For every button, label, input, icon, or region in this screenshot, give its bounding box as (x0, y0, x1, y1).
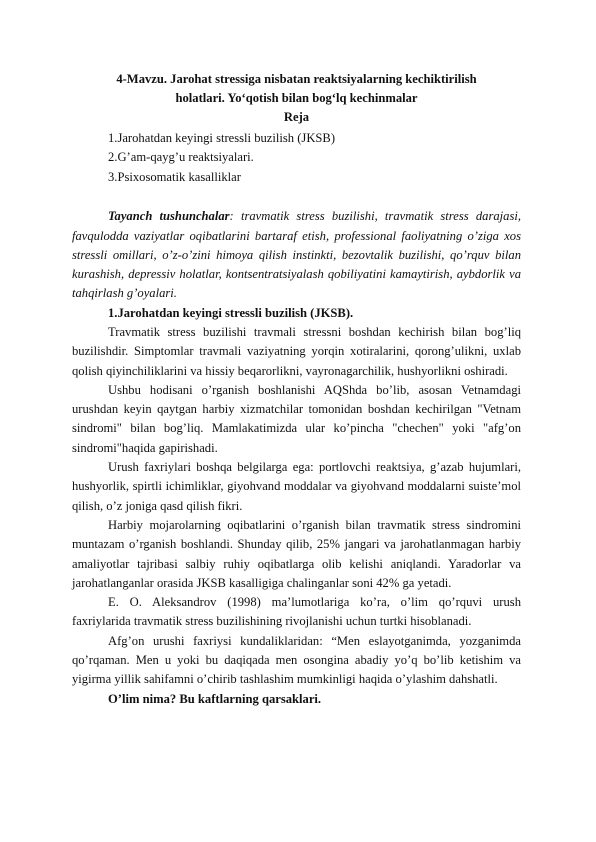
plan-item: 1.Jarohatdan keyingi stressli buzilish (JKSB) (108, 131, 336, 145)
title-line-2: holatlari. Yo‘qotish bilan bog‘lq kechinmalar (175, 91, 418, 105)
spacer (72, 187, 521, 207)
document-title (72, 70, 521, 108)
plan-item: 3.Psixosomatik kasalliklar (108, 169, 241, 184)
keywords-text: : travmatik stress buzilishi, travmatik stress darajasi, favqulodda vaziyatlar oqibatlarini bartaraf etish, professional faoliyatning o’ziga xos stressli omillari, o’z-o’zini himoya qilish instinkti, bezovtalik buzilishi, qo’rquv bilan kurashish, depressiv holatlar, kontsentratsiyalash qobiliyatini kamaytirish, aybdorlik va tahqirlash g’oyalari. (72, 209, 521, 301)
body-paragraph: Urush faxriylari boshqa belgilarga ega: portlovchi reaktsiya, g’azab hujumlari, hushyorlik, spirtli ichimliklar, giyohvand moddalar va giyohvand moddalarni suiste’mol qilish, o’z joniga qasd qilish fikri. (72, 460, 521, 513)
plan-heading: Reja (283, 110, 310, 124)
title-line-1: 4-Mavzu. Jarohat stressiga nisbatan reaktsiyalarning kechiktirilish (116, 72, 477, 86)
section-heading-2: O’lim nima? Bu kaftlarning qarsaklari. (108, 691, 322, 706)
keywords-label: Tayanch tushunchalar (108, 209, 230, 224)
plan-item: 2.G’am-qayg’u reaktsiyalari. (108, 150, 254, 165)
plan-list (72, 129, 521, 187)
body-paragraph: Ushbu hodisani o’rganish boshlanishi AQShda bo’lib, asosan Vetnamdagi urushdan keyin qaytgan harbiy xizmatchilar tomonidan boshdan kechirilgan "Vetnam sindromi" bilan bog’liq. Mamlakatimizda ular ko’pincha "chechen" yoki "afg’on sindromi"haqida gapirishadi. (72, 382, 521, 455)
body-paragraph: Travmatik stress buzilishi travmali stressni boshdan kechirish bilan bog’liq buzilishdir. Simptomlar travmali vaziyatning yorqin xotiralarini, qorong’ulikni, uxlab qolish qiyinchiliklarini va hissiy beqarorlikni, vayronagarchilik, hushyorlikni oshiradi. (72, 325, 521, 378)
body-paragraph: E. O. Aleksandrov (1998) ma’lumotlariga ko’ra, o’lim qo’rquvi urush faxriylarida travmatik stress buzilishining rivojlanishi uchun turtki hisoblanadi. (72, 595, 521, 629)
section-heading-1: 1.Jarohatdan keyingi stressli buzilish (JKSB). (108, 305, 354, 320)
body-paragraph: Afg’on urushi faxriysi kundaliklaridan: “Men eslayotganimda, yozganimda qo’rqaman. Men u yoki bu daqiqada men osongina abadiy yo’q bo’lib ketishim va yigirma yillik sahifamni o’chirib tashlashim mumkinligi haqida o’ylashim dahshatli. (72, 633, 521, 687)
keywords-paragraph (72, 207, 521, 303)
body-paragraph: Harbiy mojarolarning oqibatlarini o’rganish bilan travmatik stress sindromini muntazam o’rganish boshlandi. Shunday qilib, 25% jangari va jarohatlanmagan harbiy amaliyotlar tajribasi salbiy ruhiy oqibatlarga olib kelishi aniqlandi. Yaradorlar va jarohatlanganlar orasida JKSB kasalligiga chalinganlar soni 42% ga yetadi. (72, 517, 521, 590)
